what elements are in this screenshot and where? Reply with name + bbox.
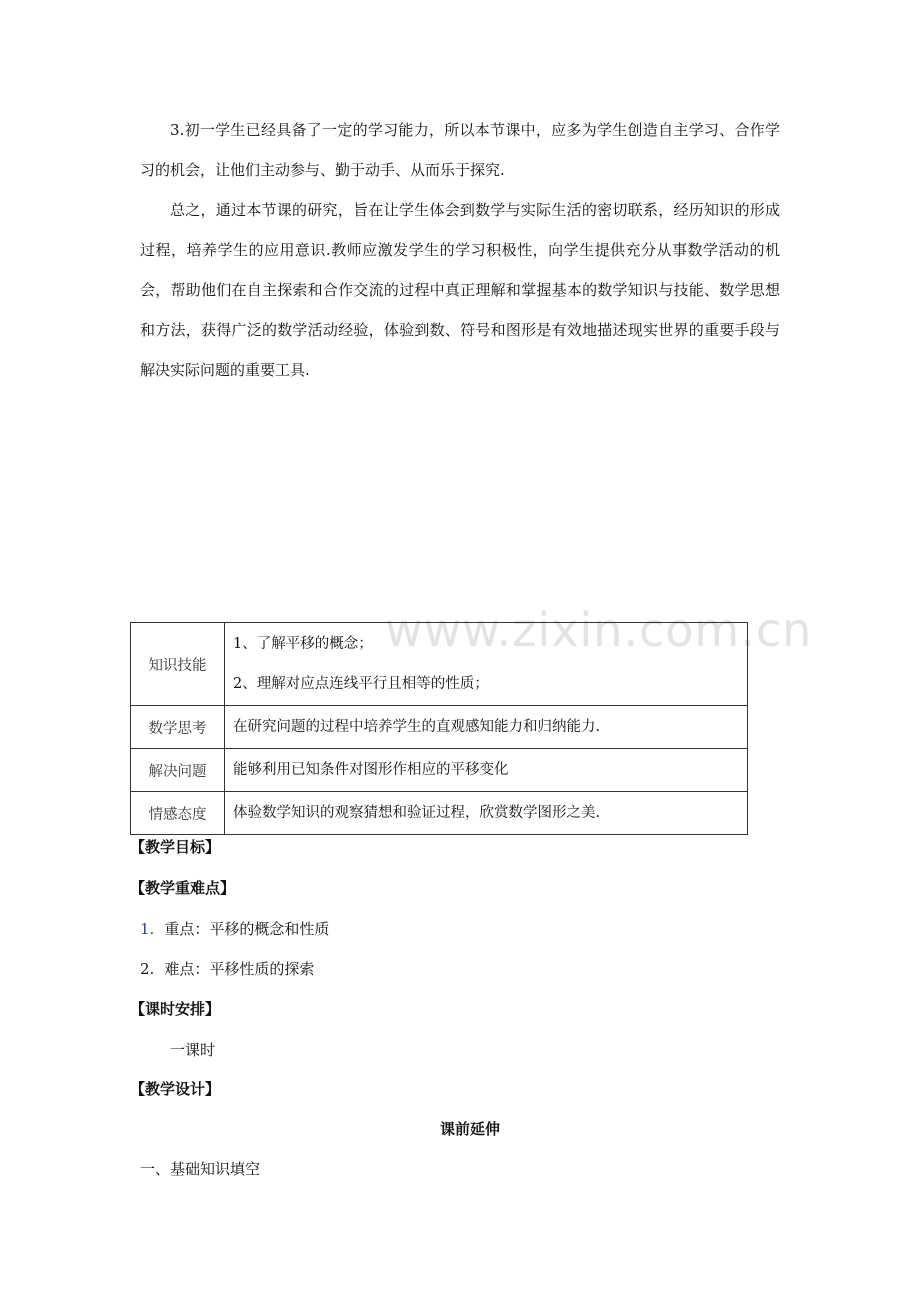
heading-key-points: 【教学重难点】	[130, 879, 236, 897]
category-cell: 数学思考	[131, 706, 225, 749]
list-text: 难点：平移性质的探索	[164, 960, 315, 978]
table-row	[131, 623, 748, 706]
heading-design: 【教学设计】	[130, 1080, 221, 1098]
description-line: 能够利用已知条件对图形作相应的平移变化	[233, 762, 509, 778]
description-line: 1、了解平移的概念；	[233, 636, 373, 652]
table-row	[131, 749, 748, 792]
heading-teaching-goals: 【教学目标】	[130, 838, 221, 856]
schedule-text: 一课时	[170, 1041, 216, 1059]
description-line: 体验数学知识的观察猜想和验证过程，欣赏数学图形之美.	[233, 805, 601, 821]
category-cell: 知识技能	[131, 623, 225, 706]
description-cell	[225, 749, 748, 792]
description-cell	[225, 792, 748, 835]
list-number: 1.	[140, 920, 155, 938]
category-cell: 解决问题	[131, 749, 225, 792]
heading-schedule: 【课时安排】	[130, 1000, 221, 1018]
objectives-table	[130, 622, 748, 835]
paragraph-summary: 总之，通过本节课的研究，旨在让学生体会到数学与实际生活的密切联系，经历知识的形成过程，培养学生的应用意识.教师应激发学生的学习积极性，向学生提供充分从事数学活动的机会，帮助他们在自主探索和合作交流的过程中真正理解和掌握基本的数学知识与技能、数学思想和方法，获得广泛的数学活动经验，体验到数、符号和图形是有效地描述现实世界的重要手段与解决实际问题的重要工具.	[140, 201, 780, 379]
description-cell	[225, 706, 748, 749]
description-cell	[225, 623, 748, 706]
description-line: 在研究问题的过程中培养学生的直观感知能力和归纳能力.	[233, 719, 601, 735]
list-number: 2.	[140, 960, 155, 978]
category-cell: 情感态度	[131, 792, 225, 835]
table-row	[131, 706, 748, 749]
subsection-title: 一、基础知识填空	[140, 1160, 261, 1178]
table-row	[131, 792, 748, 835]
paragraph-learning-ability: 3.初一学生已经具备了一定的学习能力，所以本节课中，应多为学生创造自主学习、合作学习的机会，让他们主动参与、勤于动手、从而乐于探究.	[140, 121, 780, 179]
description-line: 2、理解对应点连线平行且相等的性质；	[233, 676, 489, 692]
list-item	[140, 958, 314, 979]
section-title: 课前延伸	[440, 1120, 501, 1138]
list-item	[140, 918, 329, 939]
list-text: 重点：平移的概念和性质	[164, 920, 330, 938]
watermark: www.zixin.com.cn	[385, 603, 813, 657]
